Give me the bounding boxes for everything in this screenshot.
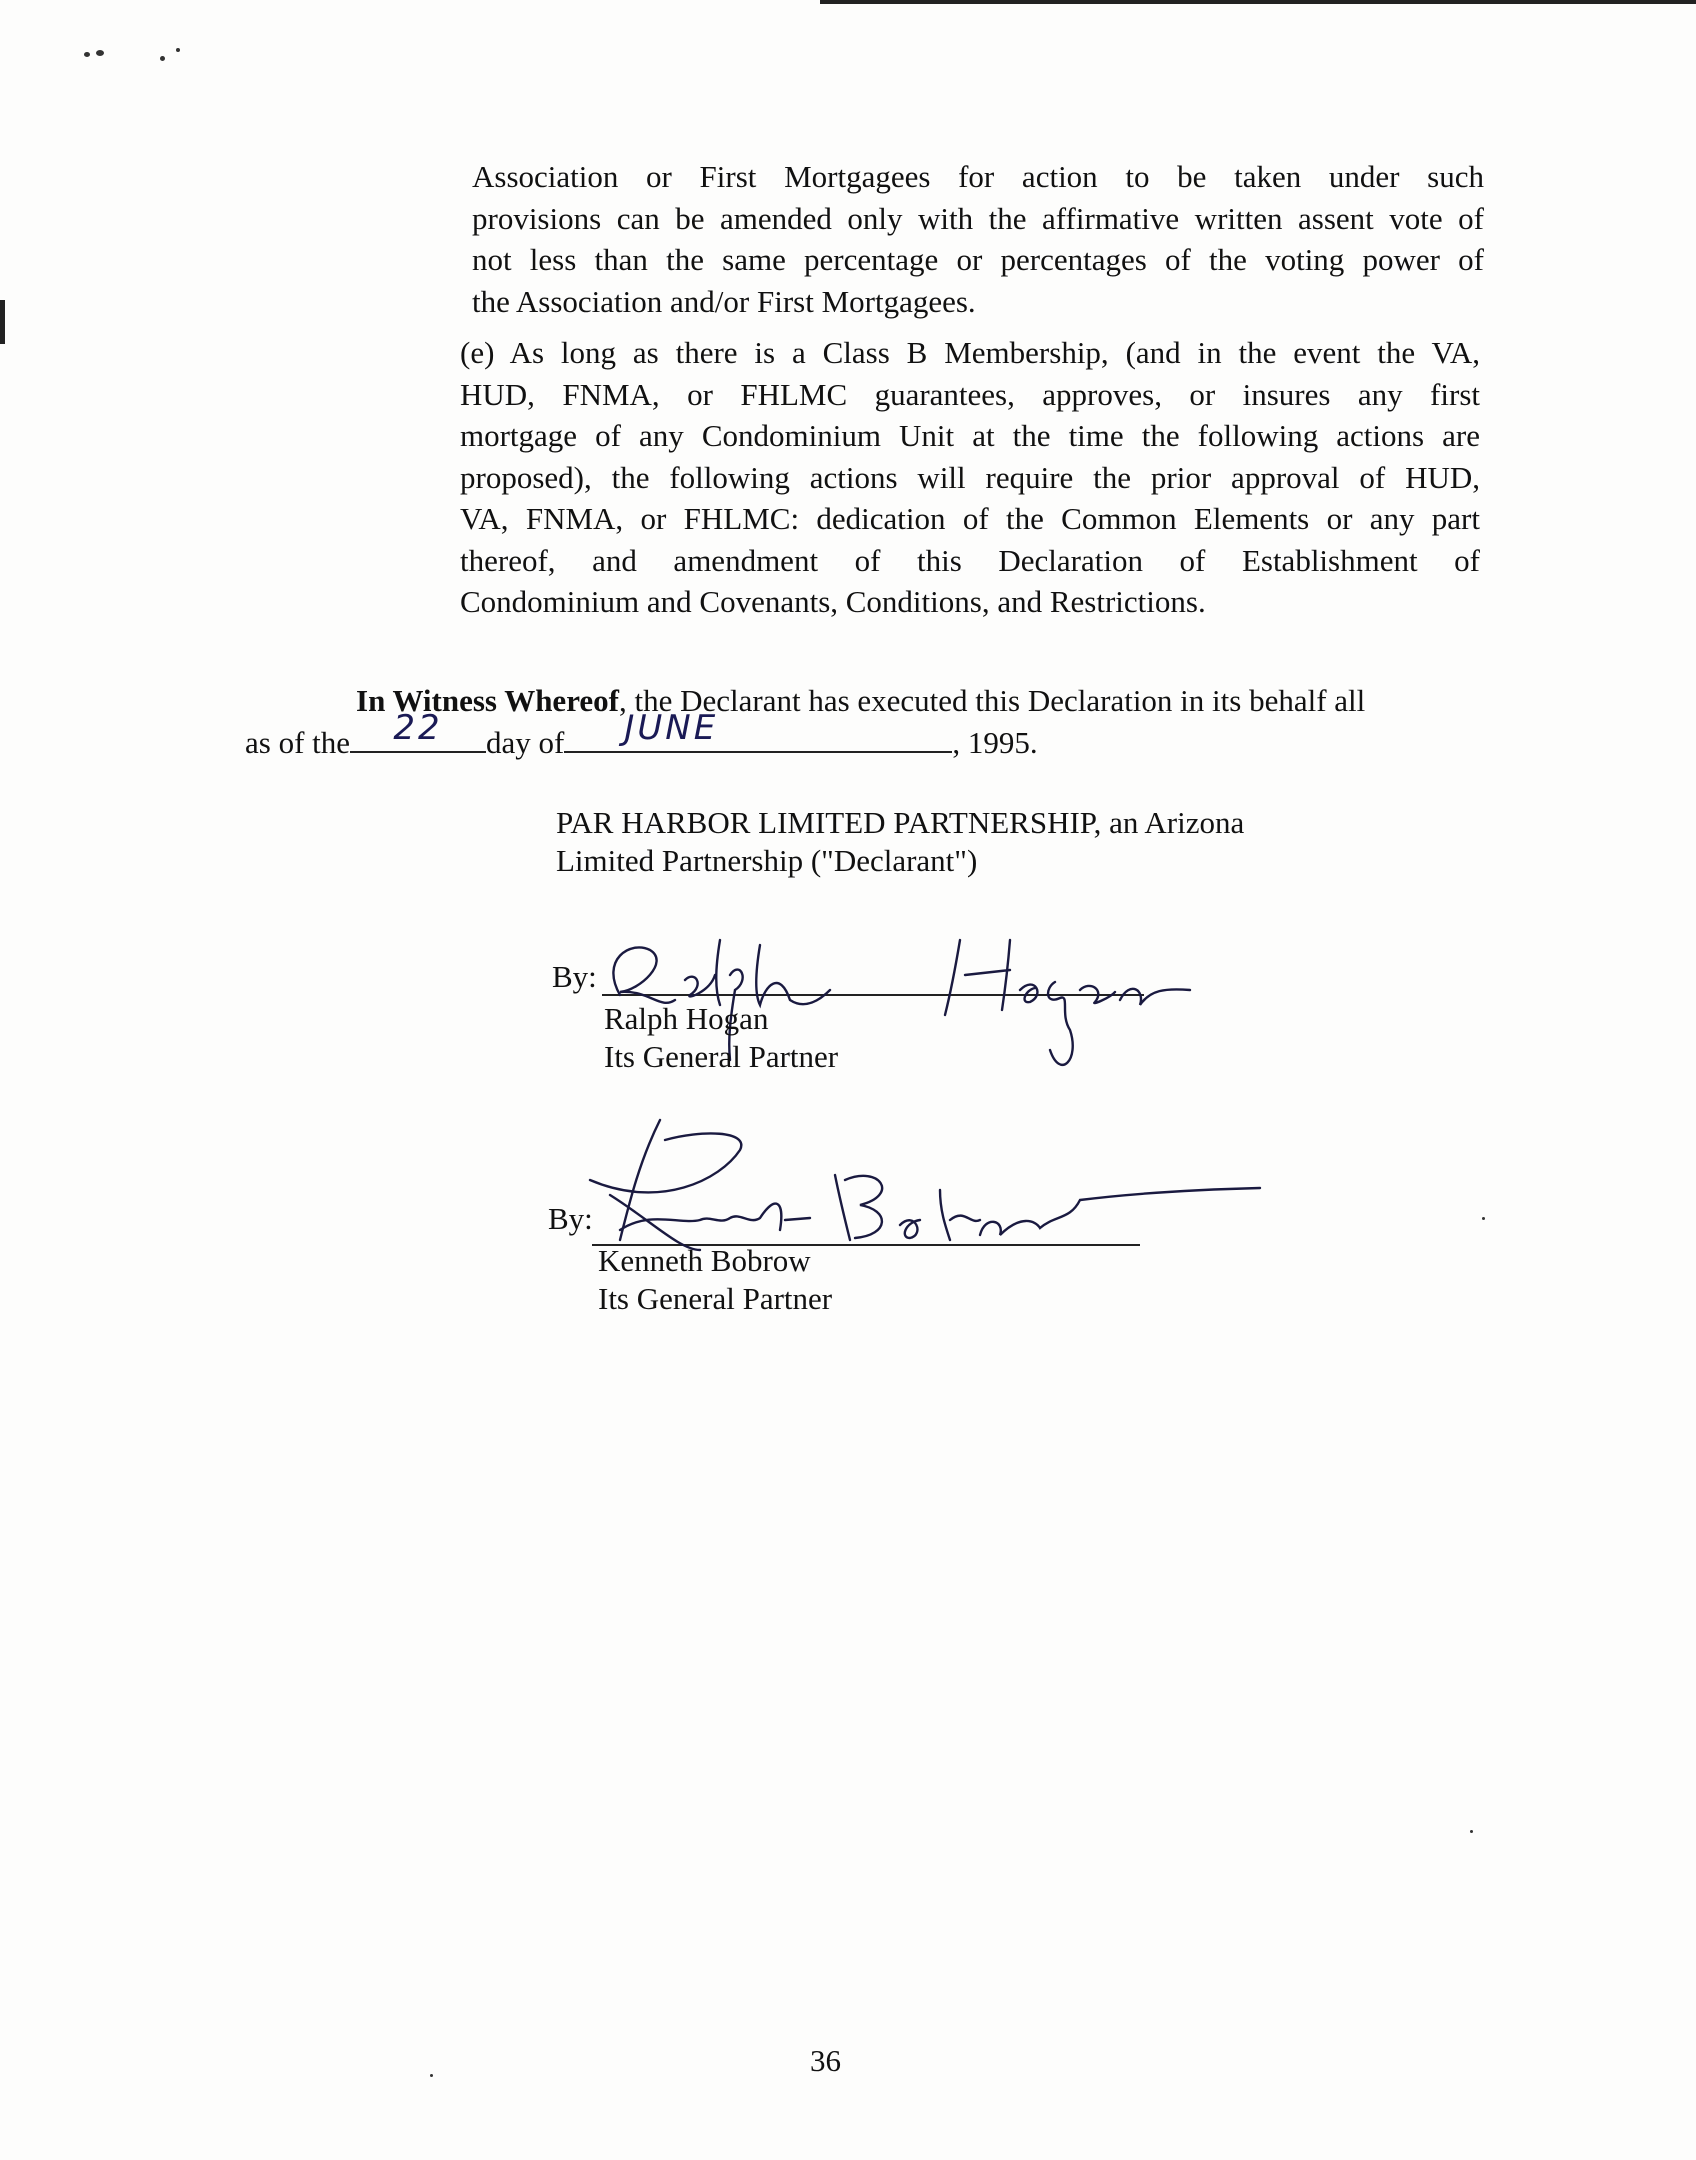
paragraph-line: Condominium and Covenants, Conditions, and Restrictions. <box>460 584 1206 619</box>
scan-speck <box>160 56 165 61</box>
body-paragraph-e <box>460 332 1480 623</box>
signer-block-2 <box>598 1242 832 1318</box>
witness-lead: In Witness Whereof <box>356 683 619 718</box>
signature-line-2 <box>548 1200 1148 1240</box>
paragraph-line: not less than the same percentage or percentages of the voting power of <box>472 242 1484 277</box>
signer-name: Ralph Hogan <box>604 1001 769 1036</box>
paragraph-line: thereof, and amendment of this Declaration of Establishment of <box>460 542 1480 578</box>
scan-margin-mark <box>0 300 5 344</box>
paragraph-line: VA, FNMA, or FHLMC: dedication of the Common Elements or any part <box>460 501 1480 536</box>
paragraph-line: Association or First Mortgagees for action to be taken under such <box>472 159 1484 194</box>
signer-block-1 <box>604 1000 838 1076</box>
scan-speck <box>176 48 180 52</box>
scan-speck <box>96 50 104 56</box>
year-text: , 1995. <box>952 725 1038 760</box>
signer-title: Its General Partner <box>604 1039 839 1074</box>
scan-speck <box>1470 1830 1473 1833</box>
scan-speck <box>1482 1217 1485 1220</box>
body-paragraph-continued <box>472 156 1484 322</box>
partnership-line-1: PAR HARBOR LIMITED PARTNERSHIP, an Arizona <box>556 805 1245 840</box>
paragraph-line: (e) As long as there is a Class B Membership, (and in the event the VA, <box>460 335 1480 370</box>
day-handwritten: 22 <box>393 708 443 748</box>
day-blank <box>350 708 486 753</box>
page-number: 36 <box>810 2043 841 2078</box>
month-handwritten: JUNE <box>624 708 719 748</box>
paragraph-line: proposed), the following actions will require the prior approval of HUD, <box>460 459 1480 495</box>
paragraph-line: provisions can be amended only with the affirmative written assent vote of <box>472 200 1484 236</box>
paragraph-line: HUD, FNMA, or FHLMC guarantees, approves, or insures any first <box>460 376 1480 412</box>
signature-line-1 <box>552 958 1152 998</box>
signature-rule <box>602 994 1144 996</box>
signer-title: Its General Partner <box>598 1281 833 1316</box>
witness-line-2 <box>245 708 1475 763</box>
scan-speck <box>430 2074 433 2077</box>
scan-edge-mark <box>820 0 1696 4</box>
by-label: By: <box>548 1201 593 1236</box>
witness-text: , the Declarant has executed this Declaration in its behalf all <box>618 683 1366 718</box>
partnership-block <box>556 804 1244 880</box>
paragraph-line: the Association and/or First Mortgagees. <box>472 283 976 319</box>
paragraph-line: mortgage of any Condominium Unit at the time the following actions are <box>460 418 1480 453</box>
by-label: By: <box>552 959 597 994</box>
witness-clause <box>245 680 1475 763</box>
partnership-line-2: Limited Partnership ("Declarant") <box>556 843 978 878</box>
day-of-label: day of <box>486 725 565 760</box>
signer-name: Kenneth Bobrow <box>598 1243 811 1278</box>
scan-speck <box>84 52 90 57</box>
month-blank <box>564 708 952 753</box>
witness-prefix: as of the <box>245 725 351 760</box>
